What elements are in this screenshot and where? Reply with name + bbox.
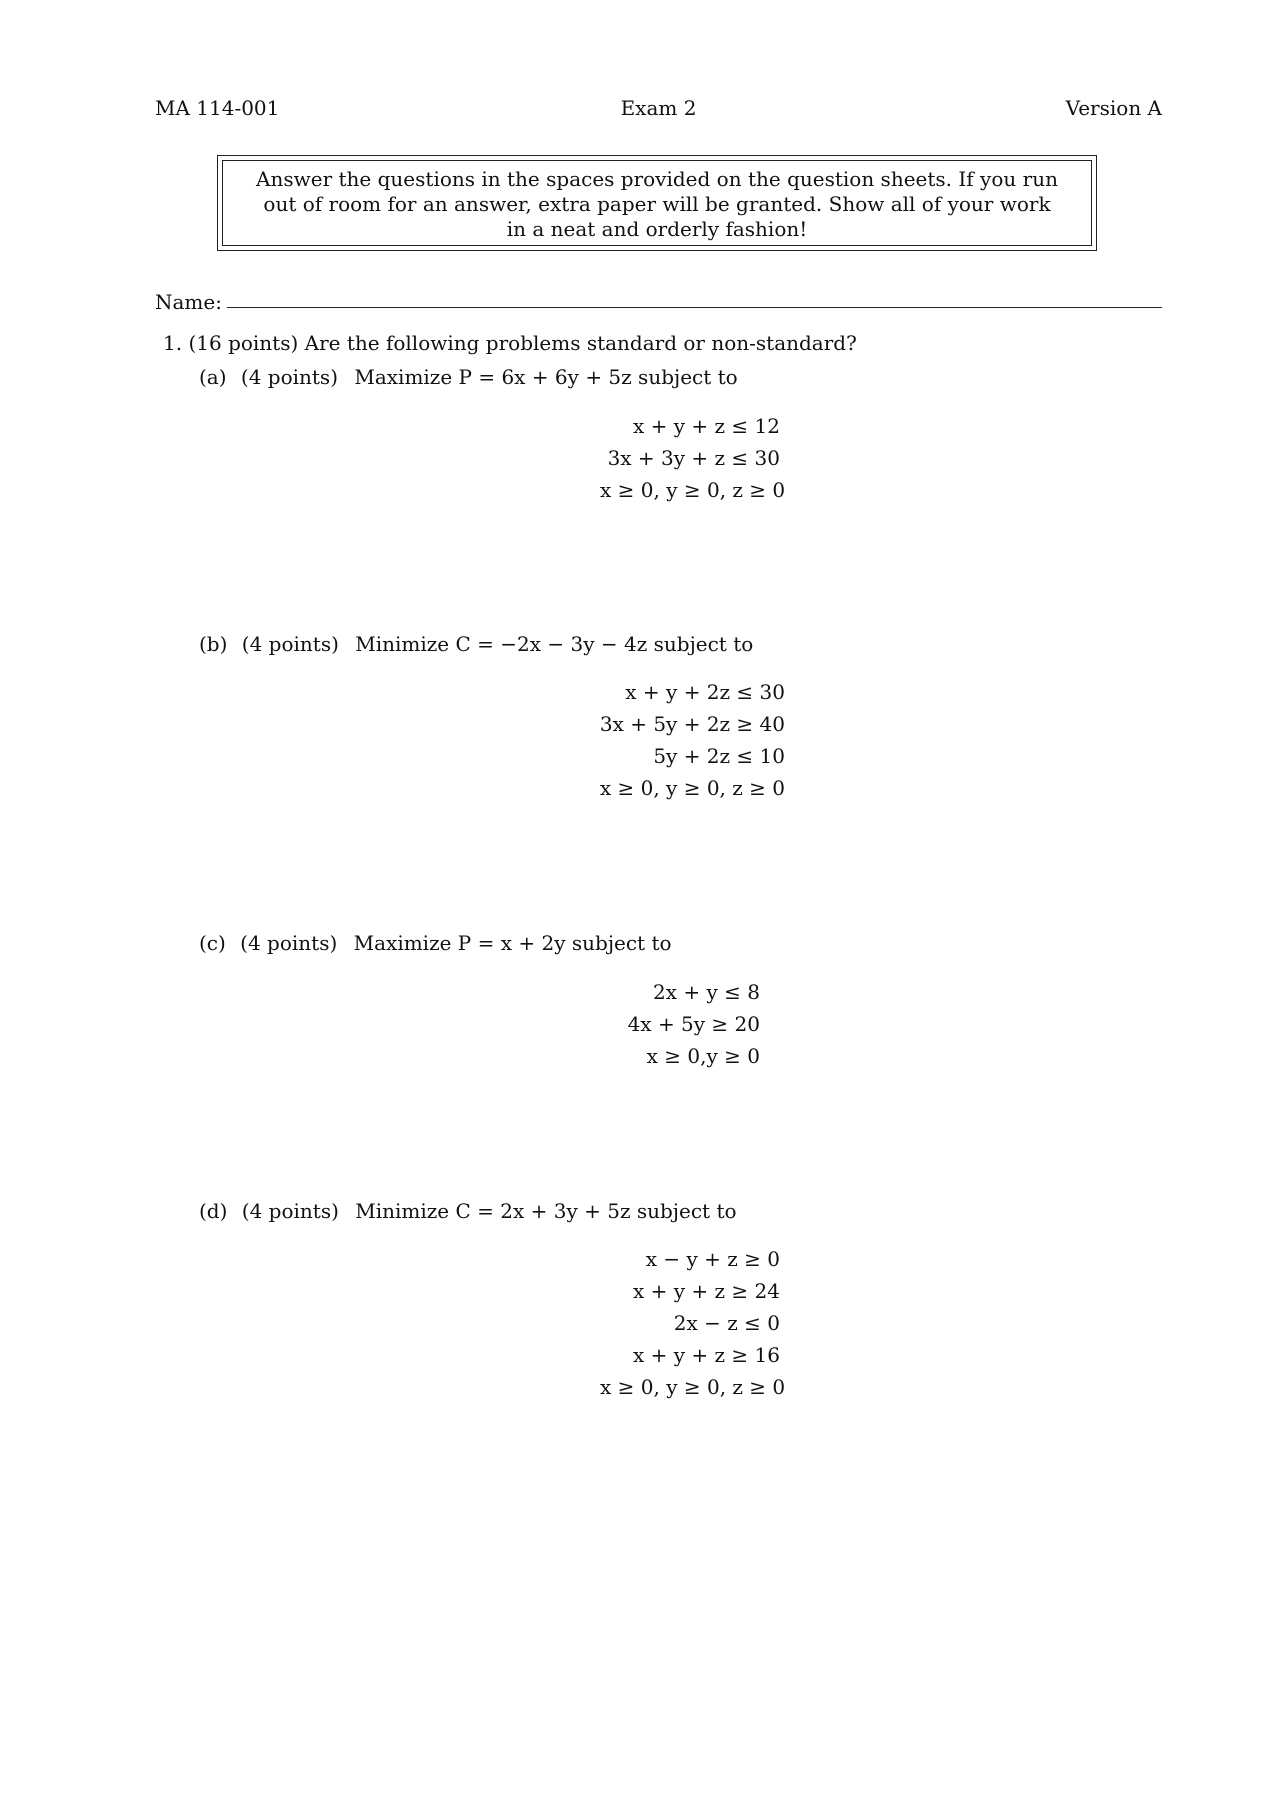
constraint: x + y + z ≤ 12 — [633, 414, 780, 438]
constraint: x + y + 2z ≤ 30 — [625, 680, 785, 704]
constraint: x ≥ 0, y ≥ 0, z ≥ 0 — [599, 776, 785, 800]
constraint: x + y + z ≥ 24 — [633, 1279, 780, 1303]
part-a-tag: (a) — [199, 365, 227, 389]
part-d-constraints — [600, 1243, 786, 1403]
page-header — [155, 96, 1162, 124]
instructions-text: Answer the questions in the spaces provided on the question sheets. If you run out of room for an answer, extra paper will be granted. Show all of your work in a neat and orderly fashion! — [222, 160, 1092, 246]
exam-title: Exam 2 — [620, 96, 697, 120]
constraint: 2x + y ≤ 8 — [653, 980, 760, 1004]
name-line[interactable] — [227, 307, 1162, 308]
part-b-objective: Minimize C = −2x − 3y − 4z subject to — [355, 632, 754, 656]
part-d-heading — [199, 1199, 737, 1223]
name-field — [155, 290, 1162, 318]
part-c-constraints — [610, 976, 760, 1072]
constraint: 5y + 2z ≤ 10 — [653, 744, 785, 768]
part-a-constraints — [600, 410, 786, 506]
constraint: 3x + 3y + z ≤ 30 — [607, 446, 780, 470]
part-b-constraints — [590, 676, 785, 804]
part-d-tag: (d) — [199, 1199, 228, 1223]
question-points: (16 points) — [188, 331, 299, 355]
exam-version: Version A — [1065, 96, 1162, 120]
constraint: 4x + 5y ≥ 20 — [627, 1012, 760, 1036]
course-code: MA 114-001 — [155, 96, 280, 120]
part-c-points: (4 points) — [240, 931, 338, 955]
part-b-heading — [199, 632, 753, 656]
part-b-tag: (b) — [199, 632, 228, 656]
constraint: 2x − z ≤ 0 — [673, 1311, 780, 1335]
part-c-tag: (c) — [199, 931, 226, 955]
part-c-objective: Maximize P = x + 2y subject to — [353, 931, 672, 955]
instructions-box — [217, 155, 1097, 251]
question-text: Are the following problems standard or non-standard? — [304, 331, 857, 355]
constraint: 3x + 5y + 2z ≥ 40 — [599, 712, 785, 736]
question-number: 1. — [163, 331, 183, 355]
part-d-objective: Minimize C = 2x + 3y + 5z subject to — [355, 1199, 737, 1223]
constraint: x ≥ 0,y ≥ 0 — [646, 1044, 760, 1068]
part-c-heading — [199, 931, 672, 955]
part-a-heading — [199, 365, 738, 389]
part-b-points: (4 points) — [241, 632, 339, 656]
constraint: x + y + z ≥ 16 — [633, 1343, 780, 1367]
constraint: x ≥ 0, y ≥ 0, z ≥ 0 — [600, 1375, 786, 1399]
question-1 — [163, 331, 857, 355]
constraint: x − y + z ≥ 0 — [645, 1247, 780, 1271]
part-a-objective: Maximize P = 6x + 6y + 5z subject to — [354, 365, 738, 389]
part-a-points: (4 points) — [240, 365, 338, 389]
name-label: Name: — [155, 290, 222, 314]
constraint: x ≥ 0, y ≥ 0, z ≥ 0 — [600, 478, 786, 502]
part-d-points: (4 points) — [241, 1199, 339, 1223]
